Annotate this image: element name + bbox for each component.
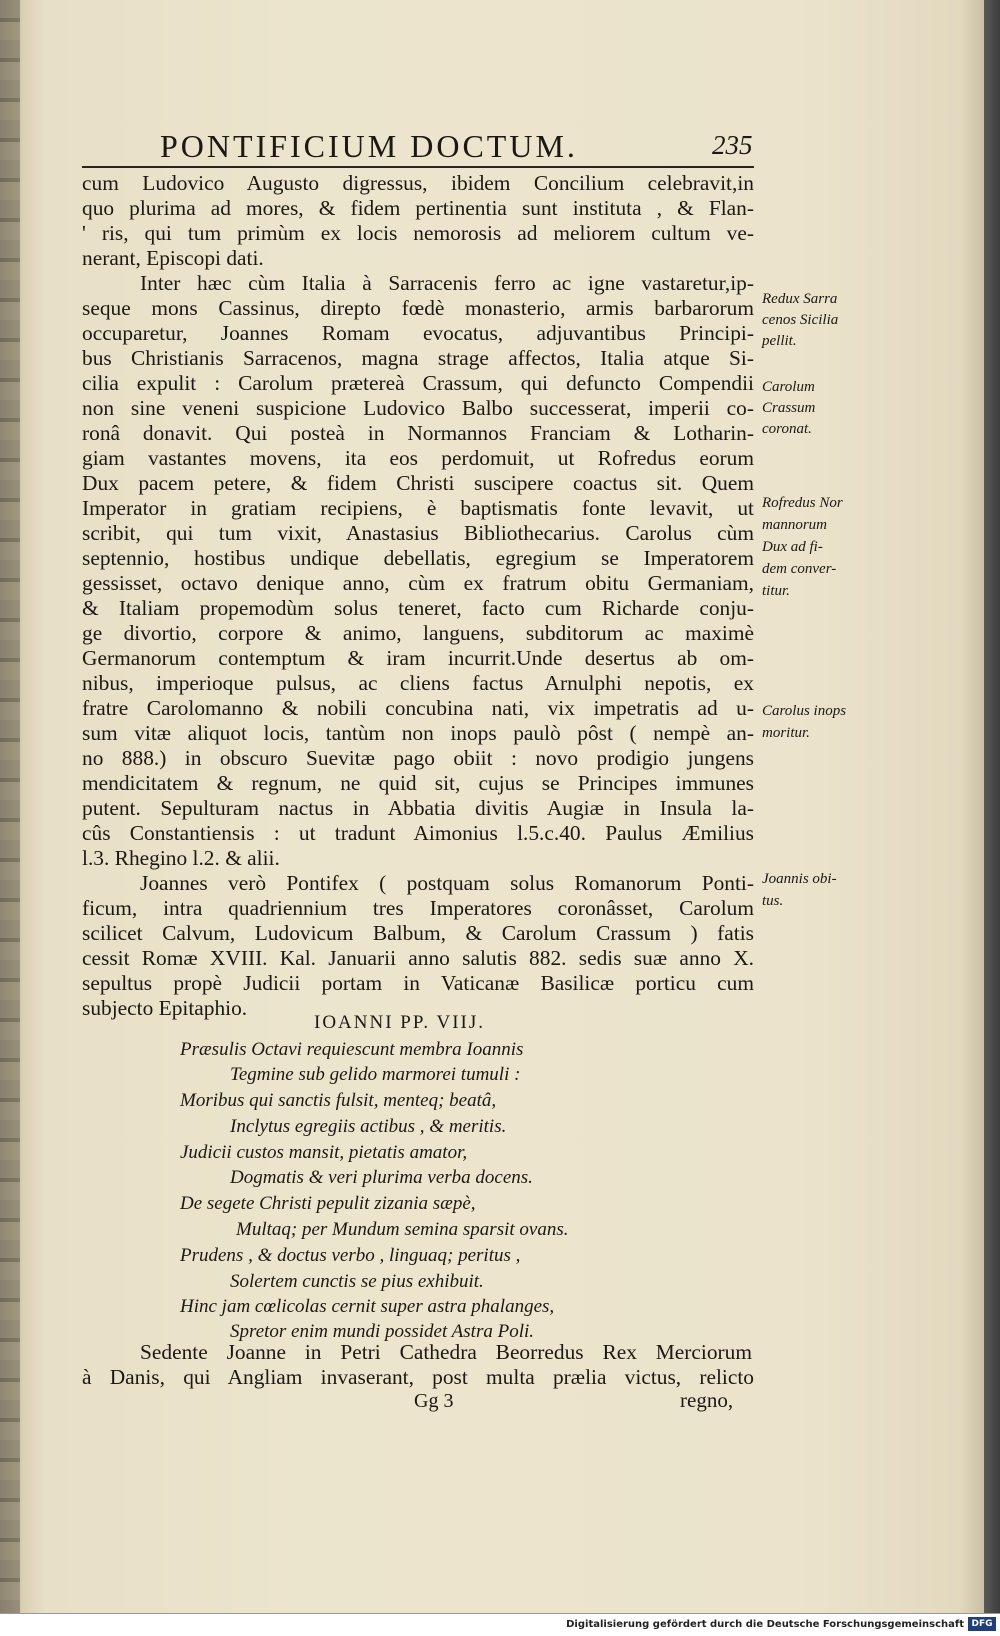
epitaph-line: Prudens , & doctus verbo , linguaq; peritus , bbox=[180, 1245, 521, 1266]
epitaph-line: Judicii custos mansit, pietatis amator, bbox=[180, 1142, 468, 1163]
text-line: cilia expulit : Carolum prætereà Crassum, qui defuncto Compendii bbox=[82, 371, 754, 395]
epitaph-line: Solertem cunctis se pius exhibuit. bbox=[230, 1271, 484, 1292]
margin-note: Carolum bbox=[762, 379, 815, 395]
margin-note: Crassum bbox=[762, 400, 816, 416]
page-number: 235 bbox=[712, 130, 753, 160]
text-line: Sedente Joanne in Petri Cathedra Beorredus Rex Merciorum bbox=[140, 1340, 752, 1364]
funding-credit: Digitalisierung gefördert durch die Deutsche Forschungsgemeinschaft bbox=[566, 1619, 964, 1630]
text-line: non sine veneni suspicione Ludovico Balbo successerat, imperii co- bbox=[82, 396, 754, 420]
text-line: Inter hæc cùm Italia à Sarracenis ferro ac igne vastaretur,ip- bbox=[140, 271, 754, 295]
epitaph-line: Multaq; per Mundum semina sparsit ovans. bbox=[236, 1219, 569, 1240]
signature-mark: Gg 3 bbox=[414, 1390, 454, 1412]
text-line: putent. Sepulturam nactus in Abbatia divitis Augiæ in Insula la- bbox=[82, 796, 754, 820]
epitaph-line: Tegmine sub gelido marmorei tumuli : bbox=[230, 1064, 521, 1085]
margin-note: cenos Sicilia bbox=[762, 312, 839, 328]
margin-note: Dux ad fi- bbox=[762, 539, 823, 555]
margin-note: Joannis obi- bbox=[762, 871, 837, 887]
text-line: gessisset, octavo denique anno, cùm ex fratrum obitu Germaniam, bbox=[82, 571, 754, 595]
margin-note: Carolus inops bbox=[762, 703, 847, 719]
text-line: cum Ludovico Augusto digressus, ibidem Concilium celebravit,in bbox=[82, 171, 754, 195]
text-line: nibus, imperioque pulsus, ac cliens factus Arnulphi nepotis, ex bbox=[82, 671, 754, 695]
text-line: ge divortio, corpore & animo, languens, subditorum ac maximè bbox=[82, 621, 754, 645]
margin-note: Redux Sarra bbox=[762, 291, 838, 307]
text-line: Dux pacem petere, & fidem Christi suscipere coactus sit. Quem bbox=[82, 471, 754, 495]
text-line: bus Christianis Sarracenos, magna strage affectos, Italia atque Si- bbox=[82, 346, 754, 370]
margin-note: pellit. bbox=[762, 333, 797, 349]
epitaph-line: Dogmatis & veri plurima verba docens. bbox=[230, 1167, 533, 1188]
text-line: ficum, intra quadriennium tres Imperatores coronâsset, Carolum bbox=[82, 896, 754, 920]
epitaph-line: Hinc jam cœlicolas cernit super astra phalanges, bbox=[180, 1296, 555, 1317]
epitaph-line: Spretor enim mundi possidet Astra Poli. bbox=[230, 1321, 534, 1342]
text-line: cessit Romæ XVIII. Kal. Januarii anno salutis 882. sedis suæ anno X. bbox=[82, 946, 754, 970]
text-line: à Danis, qui Angliam invaserant, post multa prælia victus, relicto bbox=[82, 1365, 754, 1389]
text-line: nerant, Episcopi dati. bbox=[82, 246, 264, 270]
text-line: fratre Carolomanno & nobili concubina nati, vix impetratis ad u- bbox=[82, 696, 754, 720]
text-line: occuparetur, Joannes Romam evocatus, adjuvantibus Principi- bbox=[82, 321, 754, 345]
text-line: subjecto Epitaphio. bbox=[82, 996, 248, 1020]
epitaph-line: Inclytus egregiis actibus , & meritis. bbox=[230, 1116, 507, 1137]
text-line: seque mons Cassinus, direpto fœdè monasterio, armis barbarorum bbox=[82, 296, 754, 320]
epitaph-line: De segete Christi pepulit zizania sæpè, bbox=[180, 1193, 476, 1214]
text-line: Imperator in gratiam recipiens, è baptismatis fonte levavit, ut bbox=[82, 496, 754, 520]
margin-note: coronat. bbox=[762, 421, 812, 437]
binding-gutter bbox=[0, 0, 20, 1613]
text-line: l.3. Rhegino l.2. & alii. bbox=[82, 846, 280, 870]
text-line: sum vitæ aliquot locis, tantùm non inops paulò pôst ( nempè an- bbox=[82, 721, 754, 745]
margin-note: dem conver- bbox=[762, 561, 837, 577]
text-line: Joannes verò Pontifex ( postquam solus Romanorum Ponti- bbox=[140, 871, 754, 895]
margin-note: mannorum bbox=[762, 517, 828, 533]
margin-note: Rofredus Nor bbox=[762, 495, 843, 511]
text-line: scribit, qui tum vixit, Anastasius Bibliothecarius. Carolus cùm bbox=[82, 521, 754, 545]
dfg-logo: DFG bbox=[968, 1617, 996, 1631]
text-line: mendicitatem & regnum, ne quid sit, cujus se Principes immunes bbox=[82, 771, 754, 795]
text-line: ' ris, qui tum primùm ex locis nemorosis ad meliorem cultum ve- bbox=[82, 221, 754, 245]
text-line: ronâ donavit. Qui posteà in Normannos Franciam & Lotharin- bbox=[82, 421, 754, 445]
text-line: cûs Constantiensis : ut tradunt Aimonius l.5.c.40. Paulus Æmilius bbox=[82, 821, 754, 845]
text-line: scilicet Calvum, Ludovicum Balbum, & Carolum Crassum ) fatis bbox=[82, 921, 754, 945]
text-line: no 888.) in obscuro Suevitæ pago obiit : novo prodigio jungens bbox=[82, 746, 754, 770]
epitaph-title: IOANNI PP. VIIJ. bbox=[314, 1012, 485, 1033]
text-line: quo plurima ad mores, & fidem pertinentia sunt instituta , & Flan- bbox=[82, 196, 754, 220]
header-rule bbox=[82, 166, 754, 168]
running-head: PONTIFICIUM DOCTUM. bbox=[160, 128, 578, 164]
epitaph-line: Præsulis Octavi requiescunt membra Ioannis bbox=[180, 1039, 524, 1060]
text-line: giam vastantes movens, ita eos perdomuit, ut Rofredus eorum bbox=[82, 446, 754, 470]
margin-note: tus. bbox=[762, 893, 784, 909]
text-line: septennio, hostibus undique debellatis, egregium se Imperatorem bbox=[82, 546, 754, 570]
text-line: & Italiam propemodùm solus teneret, facto cum Richarde conju- bbox=[82, 596, 754, 620]
page-edge bbox=[984, 0, 1000, 1613]
text-line: Germanorum contemptum & iram incurrit.Unde desertus ab om- bbox=[82, 646, 754, 670]
margin-note: moritur. bbox=[762, 725, 810, 741]
text-line: sepultus propè Judicii portam in Vaticanæ Basilicæ porticu cum bbox=[82, 971, 754, 995]
margin-note: titur. bbox=[762, 583, 790, 599]
catchword: regno, bbox=[680, 1388, 734, 1412]
epitaph-line: Moribus qui sanctis fulsit, menteq; beatâ, bbox=[180, 1090, 497, 1111]
